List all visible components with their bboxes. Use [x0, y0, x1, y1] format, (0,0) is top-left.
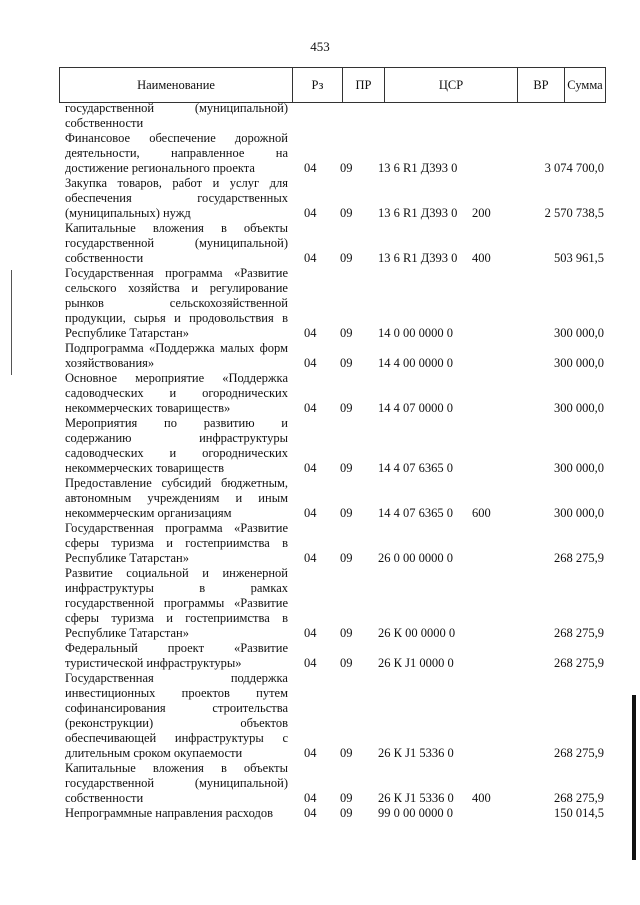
row-name-line: государственной программы «Развитие — [65, 596, 288, 610]
row-name-line: Капитальные вложения в объекты — [65, 761, 288, 775]
row-name-line: Республике Татарстан» — [65, 326, 189, 340]
row-name — [65, 476, 288, 521]
row-name-line: сферы туризма и гостеприимства в — [65, 536, 288, 550]
row-sum: 268 275,9 — [554, 626, 604, 640]
table-body — [0, 101, 640, 821]
row-name — [65, 671, 288, 761]
header-rz: Рз — [293, 68, 343, 102]
row-rz: 04 — [304, 791, 317, 805]
row-rz: 04 — [304, 506, 317, 520]
margin-edge-bar — [632, 695, 636, 860]
row-sum: 268 275,9 — [554, 551, 604, 565]
row-name-line: Закупка товаров, работ и услуг для — [65, 176, 288, 190]
row-name-line: Подпрограмма «Поддержка малых форм — [65, 341, 288, 355]
row-name — [65, 371, 288, 416]
row-name-line: достижение регионального проекта — [65, 161, 255, 175]
row-sum: 3 074 700,0 — [544, 161, 604, 175]
row-name — [65, 521, 288, 566]
row-name-line: Капитальные вложения в объекты — [65, 221, 288, 235]
row-csr: 14 4 07 0000 0 — [378, 401, 453, 415]
table-row — [0, 131, 640, 176]
row-csr: 14 4 07 6365 0 — [378, 506, 453, 520]
row-vr: 400 — [472, 251, 491, 265]
row-csr: 13 6 R1 Д393 0 — [378, 206, 458, 220]
row-name-line: садоводческих и огороднических — [65, 446, 288, 460]
table-row — [0, 101, 640, 131]
row-sum: 268 275,9 — [554, 746, 604, 760]
margin-scan-mark — [11, 270, 12, 375]
row-name-line: обеспечивающей инфраструктуры с — [65, 731, 288, 745]
row-name-line: Предоставление субсидий бюджетным, — [65, 476, 288, 490]
row-name-line: собственности — [65, 251, 144, 265]
row-name — [65, 266, 288, 341]
row-name-line: инвестиционных проектов путем — [65, 686, 288, 700]
row-csr: 26 0 00 0000 0 — [378, 551, 453, 565]
row-name-line: продукции, сырья и продовольствия в — [65, 311, 288, 325]
row-name-line: государственной (муниципальной) — [65, 236, 288, 250]
row-rz: 04 — [304, 656, 317, 670]
row-name — [65, 761, 288, 806]
row-sum: 300 000,0 — [554, 401, 604, 415]
row-name — [65, 416, 288, 476]
row-name-line: софинансирования строительства — [65, 701, 288, 715]
row-rz: 04 — [304, 551, 317, 565]
table-row — [0, 761, 640, 806]
row-rz: 04 — [304, 251, 317, 265]
row-name-line: государственной (муниципальной) — [65, 776, 288, 790]
row-name-line: Республике Татарстан» — [65, 551, 189, 565]
row-name-line: (муниципальных) нужд — [65, 206, 191, 220]
row-csr: 14 4 00 0000 0 — [378, 356, 453, 370]
row-csr: 26 К J1 5336 0 — [378, 746, 454, 760]
row-rz: 04 — [304, 206, 317, 220]
row-csr: 14 4 07 6365 0 — [378, 461, 453, 475]
table-row — [0, 176, 640, 221]
row-pr: 09 — [340, 206, 353, 220]
row-pr: 09 — [340, 656, 353, 670]
row-rz: 04 — [304, 746, 317, 760]
row-name-line: собственности — [65, 791, 144, 805]
row-csr: 26 К J1 5336 0 — [378, 791, 454, 805]
row-pr: 09 — [340, 251, 353, 265]
row-name-line: некоммерческим организациям — [65, 506, 232, 520]
table-row — [0, 521, 640, 566]
row-sum: 2 570 738,5 — [544, 206, 604, 220]
row-name-line: (реконструкции) объектов — [65, 716, 288, 730]
row-name-line: Финансовое обеспечение дорожной — [65, 131, 288, 145]
row-name-line: хозяйствования» — [65, 356, 155, 370]
row-pr: 09 — [340, 791, 353, 805]
row-name-line: сферы туризма и гостеприимства в — [65, 611, 288, 625]
row-pr: 09 — [340, 506, 353, 520]
row-name-line: обеспечения государственных — [65, 191, 288, 205]
row-rz: 04 — [304, 461, 317, 475]
row-sum: 150 014,5 — [554, 806, 604, 820]
table-row — [0, 266, 640, 341]
row-csr: 13 6 R1 Д393 0 — [378, 161, 458, 175]
page-number: 453 — [310, 39, 330, 54]
row-name — [65, 101, 288, 131]
header-sum: Сумма — [567, 78, 603, 92]
row-name-line: инфраструктуры в рамках — [65, 581, 288, 595]
row-name — [65, 221, 288, 266]
row-rz: 04 — [304, 326, 317, 340]
row-csr: 99 0 00 0000 0 — [378, 806, 453, 820]
row-sum: 503 961,5 — [554, 251, 604, 265]
row-name-line: рынков сельскохозяйственной — [65, 296, 288, 310]
table-row — [0, 566, 640, 641]
row-pr: 09 — [340, 806, 353, 820]
header-vr: ВР — [518, 68, 565, 102]
row-name-line: Основное мероприятие «Поддержка — [65, 371, 288, 385]
table-row — [0, 371, 640, 416]
row-name-line: Республике Татарстан» — [65, 626, 189, 640]
row-name-line: длительным сроком окупаемости — [65, 746, 243, 760]
row-name-line: туристической инфраструктуры» — [65, 656, 242, 670]
row-name-line: собственности — [65, 116, 144, 130]
table-row — [0, 341, 640, 371]
row-name-line: Непрограммные направления расходов — [65, 806, 273, 820]
table-row — [0, 221, 640, 266]
header-pr: ПР — [343, 68, 385, 102]
row-sum: 300 000,0 — [554, 326, 604, 340]
row-csr: 14 0 00 0000 0 — [378, 326, 453, 340]
header-csr: ЦСР — [385, 68, 518, 102]
row-sum: 268 275,9 — [554, 791, 604, 805]
row-name — [65, 341, 288, 371]
row-name-line: некоммерческих товариществ» — [65, 401, 231, 415]
row-pr: 09 — [340, 746, 353, 760]
row-name-line: государственной (муниципальной) — [65, 101, 288, 115]
row-rz: 04 — [304, 806, 317, 820]
table-header — [59, 67, 606, 103]
table-row — [0, 671, 640, 761]
row-vr: 400 — [472, 791, 491, 805]
row-vr: 600 — [472, 506, 491, 520]
row-name — [65, 566, 288, 641]
row-name — [65, 641, 288, 671]
row-sum: 300 000,0 — [554, 356, 604, 370]
row-pr: 09 — [340, 401, 353, 415]
row-name — [65, 131, 288, 176]
row-sum: 268 275,9 — [554, 656, 604, 670]
row-csr: 26 К J1 0000 0 — [378, 656, 454, 670]
row-sum: 300 000,0 — [554, 506, 604, 520]
row-rz: 04 — [304, 401, 317, 415]
row-name — [65, 176, 288, 221]
row-csr: 13 6 R1 Д393 0 — [378, 251, 458, 265]
table-row — [0, 416, 640, 476]
row-name-line: Государственная программа «Развитие — [65, 521, 288, 535]
row-pr: 09 — [340, 356, 353, 370]
row-pr: 09 — [340, 161, 353, 175]
row-vr: 200 — [472, 206, 491, 220]
table-row — [0, 806, 640, 821]
row-name-line: Государственная поддержка — [65, 671, 288, 685]
row-name-line: некоммерческих товариществ — [65, 461, 224, 475]
row-name-line: Государственная программа «Развитие — [65, 266, 288, 280]
row-name-line: деятельности, направленное на — [65, 146, 288, 160]
row-name-line: сельского хозяйства и регулирование — [65, 281, 288, 295]
row-name-line: Развитие социальной и инженерной — [65, 566, 288, 580]
row-name-line: автономным учреждениям и иным — [65, 491, 288, 505]
row-name — [65, 806, 288, 821]
header-name: Наименование — [60, 68, 293, 102]
row-pr: 09 — [340, 626, 353, 640]
row-pr: 09 — [340, 326, 353, 340]
row-name-line: содержанию инфраструктуры — [65, 431, 288, 445]
row-pr: 09 — [340, 551, 353, 565]
row-name-line: Мероприятия по развитию и — [65, 416, 288, 430]
row-rz: 04 — [304, 161, 317, 175]
table-row — [0, 641, 640, 671]
row-rz: 04 — [304, 626, 317, 640]
row-name-line: садоводческих и огороднических — [65, 386, 288, 400]
row-name-line: Федеральный проект «Развитие — [65, 641, 288, 655]
row-sum: 300 000,0 — [554, 461, 604, 475]
table-row — [0, 476, 640, 521]
row-rz: 04 — [304, 356, 317, 370]
row-csr: 26 К 00 0000 0 — [378, 626, 456, 640]
row-pr: 09 — [340, 461, 353, 475]
